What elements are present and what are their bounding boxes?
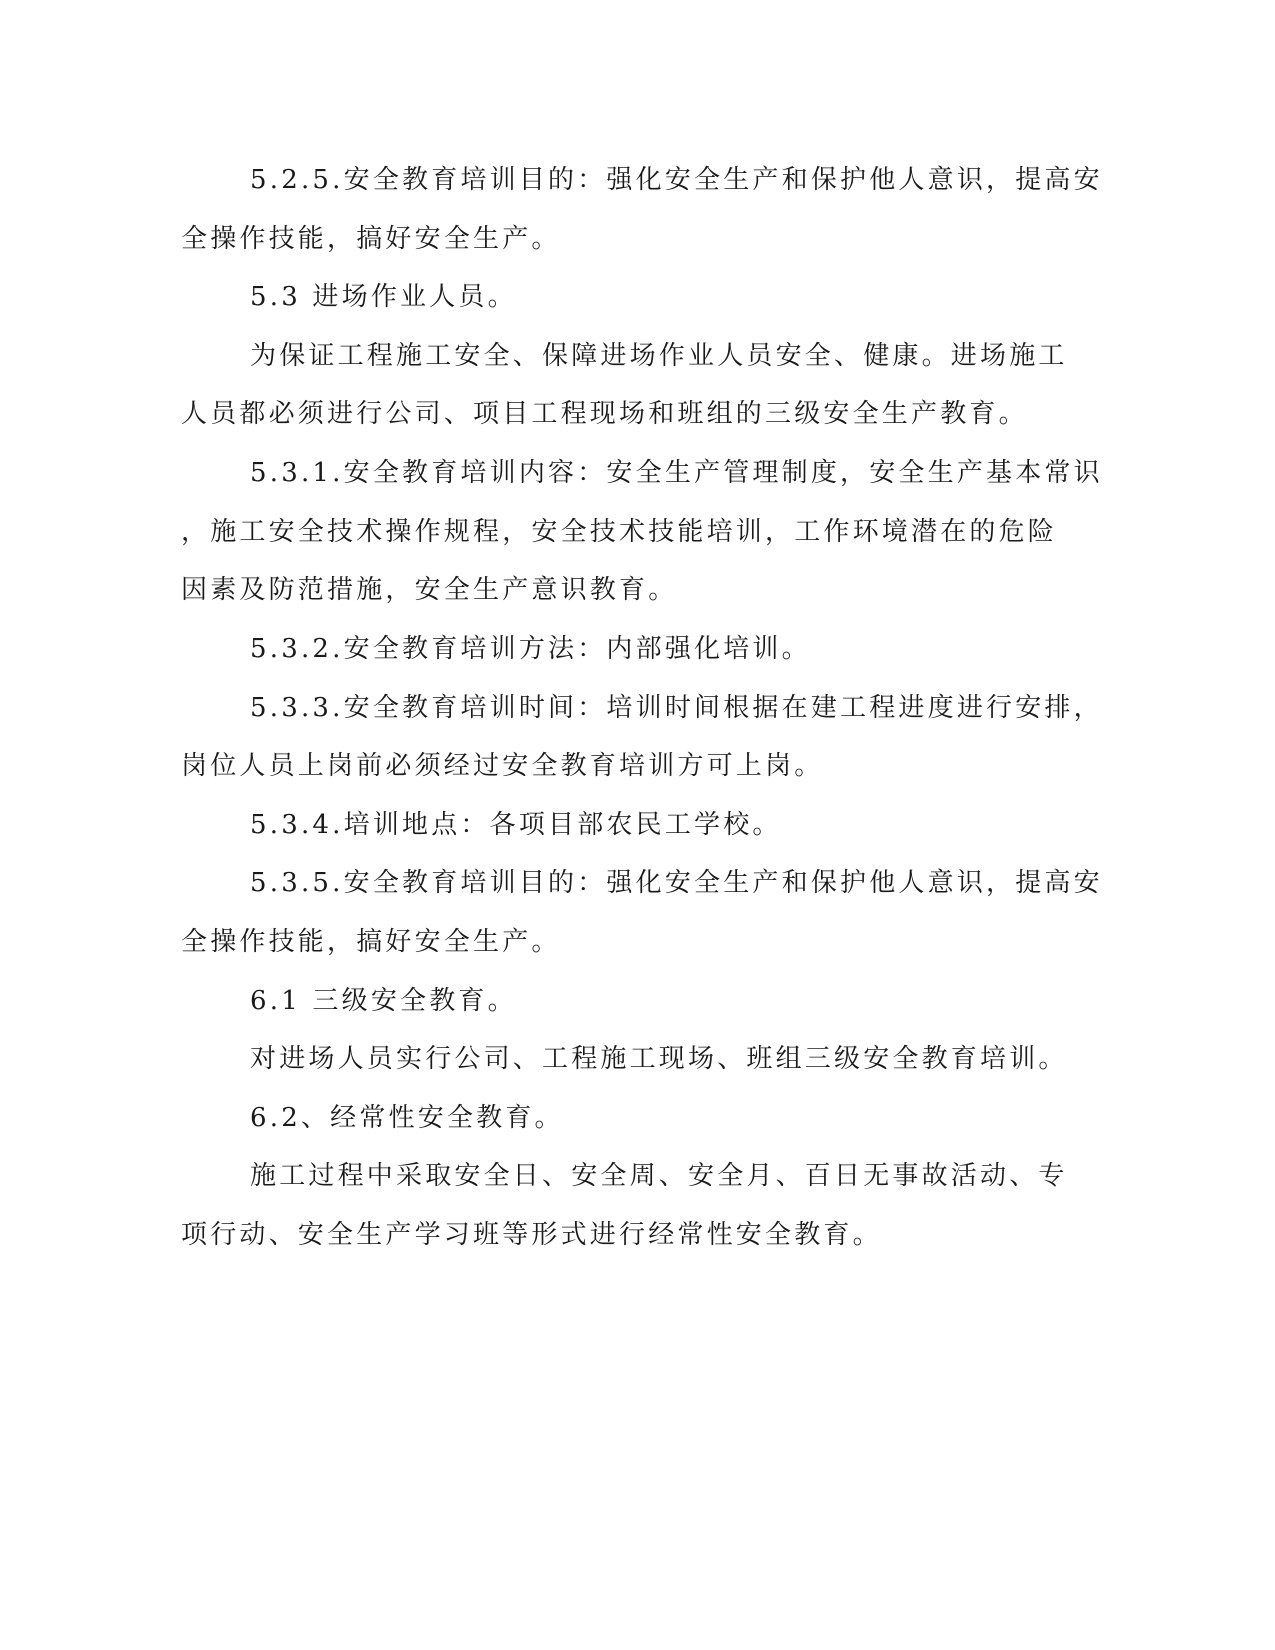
paragraph-line: 对进场人员实行公司、工程施工现场、班组三级安全教育培训。 — [250, 1044, 1068, 1074]
section-heading: 6.2、经常性安全教育。 — [250, 1103, 564, 1133]
paragraph-line: 5.3.2.安全教育培训方法：内部强化培训。 — [250, 634, 811, 664]
paragraph-line: 5.3.1.安全教育培训内容：安全生产管理制度，安全生产基本常识 — [250, 458, 1103, 488]
paragraph-line: 5.2.5.安全教育培训目的：强化安全生产和保护他人意识，提高安 — [250, 165, 1103, 195]
section-heading: 6.1 三级安全教育。 — [250, 986, 517, 1016]
paragraph-line: ，施工安全技术操作规程，安全技术技能培训，工作环境潜在的危险 — [181, 517, 1058, 547]
paragraph-line: 人员都必须进行公司、项目工程现场和班组的三级安全生产教育。 — [181, 399, 1028, 429]
paragraph-line: 全操作技能，搞好安全生产。 — [181, 927, 561, 957]
paragraph-line: 项行动、安全生产学习班等形式进行经常性安全教育。 — [181, 1220, 882, 1250]
paragraph-line: 5.3.4.培训地点：各项目部农民工学校。 — [250, 810, 782, 840]
section-heading: 5.3 进场作业人员。 — [250, 282, 517, 312]
paragraph-line: 施工过程中采取安全日、安全周、安全月、百日无事故活动、专 — [250, 1161, 1068, 1191]
paragraph-line: 因素及防范措施，安全生产意识教育。 — [181, 575, 678, 605]
paragraph-line: 为保证工程施工安全、保障进场作业人员安全、健康。进场施工 — [250, 341, 1068, 371]
paragraph-line: 全操作技能，搞好安全生产。 — [181, 224, 561, 254]
paragraph-line: 岗位人员上岗前必须经过安全教育培训方可上岗。 — [181, 751, 824, 781]
paragraph-line: 5.3.3.安全教育培训时间：培训时间根据在建工程进度进行安排， — [250, 693, 1103, 723]
paragraph-line: 5.3.5.安全教育培训目的：强化安全生产和保护他人意识，提高安 — [250, 868, 1103, 898]
